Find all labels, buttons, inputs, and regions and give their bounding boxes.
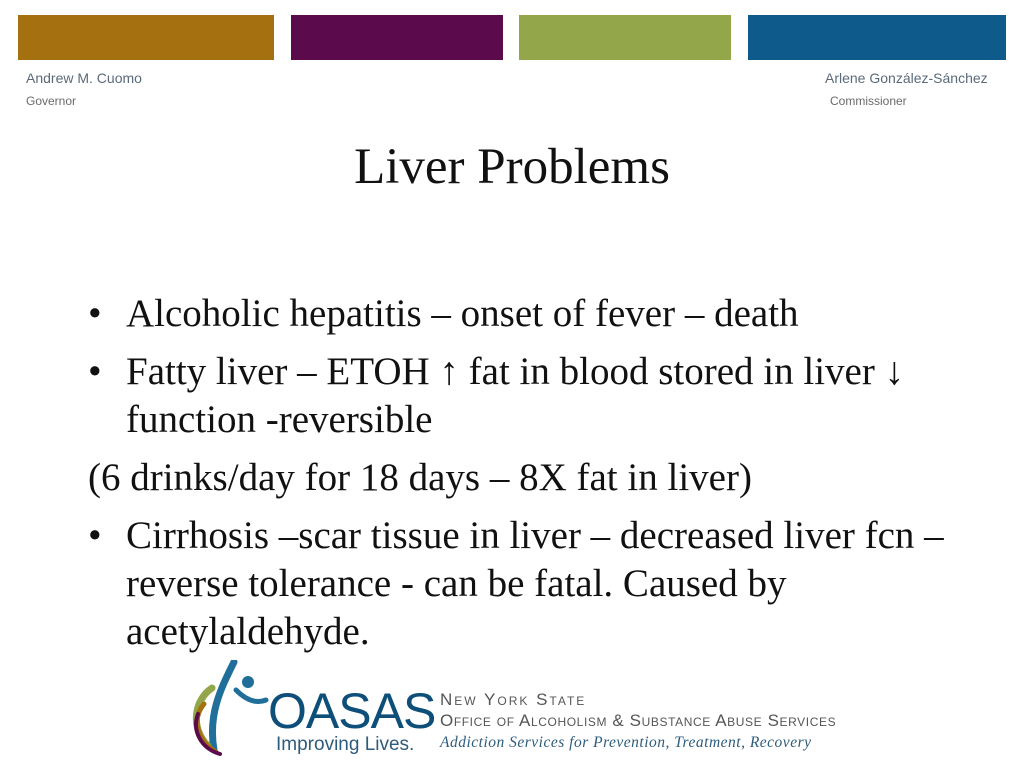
governor-name: Andrew M. Cuomo: [26, 70, 142, 86]
governor-title: Governor: [26, 94, 77, 108]
org-motto: Addiction Services for Prevention, Treatment, Recovery: [440, 734, 812, 751]
person-figure-logo-icon: [190, 660, 270, 760]
bullet-item-cirrhosis: [88, 512, 1008, 656]
org-name: Office of Alcoholism & Substance Abuse Services: [440, 711, 837, 730]
header-bar-purple: [291, 15, 503, 60]
bullet-item-hepatitis: [88, 290, 1008, 338]
bullet-dot: •: [88, 514, 102, 557]
logo-tagline: Improving Lives.: [276, 734, 415, 755]
bullet-text: Alcoholic hepatitis – onset of fever – death: [126, 292, 799, 335]
note-line: (6 drinks/day for 18 days – 8X fat in liver): [88, 456, 752, 499]
commissioner-title: Commissioner: [830, 94, 907, 108]
bullet-item-fatty-liver: [88, 348, 1008, 444]
header-bar-gold: [18, 15, 274, 60]
logo-wordmark: OASAS: [268, 683, 436, 739]
bullet-text: Cirrhosis –scar tissue in liver – decreased liver fcn – reverse tolerance - can be fatal. Caused by acetylaldehyde.: [126, 514, 944, 653]
header-bar-blue: [748, 15, 1006, 60]
slide-title: Liver Problems: [354, 139, 670, 195]
bullet-dot: •: [88, 292, 102, 335]
org-state: New York State: [440, 690, 587, 709]
oasas-logo: [190, 660, 880, 760]
commissioner-name: Arlene González-Sánchez: [825, 70, 988, 86]
header-bar-green: [519, 15, 731, 60]
bullet-text: Fatty liver – ETOH ↑ fat in blood stored in liver ↓ function -reversible: [126, 350, 905, 441]
slide-body: [88, 290, 1008, 666]
bullet-dot: •: [88, 350, 102, 393]
